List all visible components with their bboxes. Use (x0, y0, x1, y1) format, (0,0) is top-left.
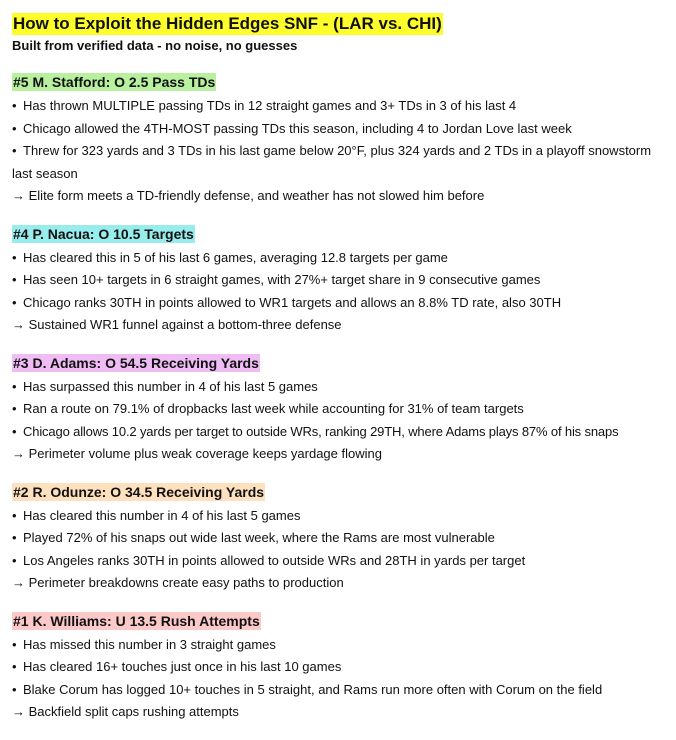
bullet-list (12, 376, 652, 466)
bullet-list (12, 505, 652, 595)
bullet-icon: • (12, 249, 17, 265)
bullet-text: Has thrown MULTIPLE passing TDs in 12 straight games and 3+ TDs in 3 of his last 4 (23, 98, 517, 113)
bullet-icon: • (12, 272, 17, 287)
bullet-text: Ran a route on 79.1% of dropbacks last week while accounting for 31% of team targets (23, 401, 524, 416)
section-adams (12, 354, 676, 466)
bullet-text: Blake Corum has logged 10+ touches in 5 straight, and Rams run more often with Corum on the field (23, 681, 603, 697)
bullet-icon: • (12, 659, 17, 674)
bullet-text: Chicago allowed the 4TH-MOST passing TDs this season, including 4 to Jordan Love last week (23, 120, 572, 136)
bullet-text: Has seen 10+ targets in 6 straight games, with 27%+ target share in 9 consecutive games (23, 272, 541, 287)
conclusion (12, 572, 652, 595)
bullet-text: Has cleared 16+ touches just once in his last 10 games (23, 659, 342, 674)
arrow-right-icon: → (12, 188, 25, 203)
arrow-right-icon: → (12, 446, 25, 461)
bullet-item (12, 118, 652, 141)
bullet-item (12, 292, 652, 315)
bullet-list (12, 95, 652, 208)
section-odunze (12, 483, 676, 595)
bullet-text: Has cleared this in 5 of his last 6 games, averaging 12.8 targets per game (23, 249, 448, 265)
section-stafford (12, 73, 676, 208)
section-heading: #3 D. Adams: O 54.5 Receiving Yards (13, 354, 259, 371)
bullet-item (12, 656, 652, 679)
bullet-list (12, 247, 652, 337)
bullet-item (12, 421, 652, 444)
document-title: How to Exploit the Hidden Edges SNF - (LAR vs. CHI) (13, 14, 442, 33)
section-heading: #2 R. Odunze: O 34.5 Receiving Yards (13, 483, 265, 500)
bullet-item (12, 398, 652, 421)
bullet-text: Has cleared this number in 4 of his last 5 games (23, 507, 301, 523)
bullet-item (12, 376, 652, 399)
bullet-item (12, 95, 652, 118)
bullet-icon: • (12, 530, 17, 545)
bullet-icon: • (12, 120, 17, 136)
bullet-icon: • (12, 507, 17, 523)
bullet-item (12, 140, 652, 185)
arrow-right-icon: → (12, 704, 25, 719)
bullet-text: Chicago allows 10.2 yards per target to outside WRs, ranking 29TH, where Adams plays 87% of his snaps (23, 423, 619, 439)
bullet-icon: • (12, 294, 17, 310)
bullet-icon: • (12, 98, 17, 113)
section-heading: #1 K. Williams: U 13.5 Rush Attempts (13, 612, 260, 629)
bullet-icon: • (12, 401, 17, 416)
document-subtitle: Built from verified data - no noise, no guesses (12, 38, 298, 53)
bullet-icon: • (12, 636, 17, 652)
section-heading: #4 P. Nacua: O 10.5 Targets (13, 225, 194, 242)
section-williams (12, 612, 676, 724)
conclusion-text: Perimeter volume plus weak coverage keeps yardage flowing (28, 446, 382, 461)
bullet-text: Threw for 323 yards and 3 TDs in his last game below 20°F, plus 324 yards and 2 TDs in a playoff snowstorm last season (12, 143, 652, 181)
conclusion (12, 185, 652, 208)
conclusion-text: Sustained WR1 funnel against a bottom-three defense (28, 317, 342, 332)
bullet-item (12, 505, 652, 528)
bullet-icon: • (12, 552, 17, 568)
bullet-icon: • (12, 143, 17, 158)
bullet-text: Played 72% of his snaps out wide last week, where the Rams are most vulnerable (23, 530, 495, 545)
arrow-right-icon: → (12, 317, 25, 332)
conclusion (12, 314, 652, 337)
bullet-text: Has missed this number in 3 straight games (23, 636, 276, 652)
conclusion-text: Elite form meets a TD-friendly defense, and weather has not slowed him before (28, 188, 485, 203)
conclusion-text: Backfield split caps rushing attempts (28, 704, 239, 719)
bullet-icon: • (12, 681, 17, 697)
bullet-item (12, 527, 652, 550)
bullet-item (12, 679, 652, 702)
bullet-item (12, 247, 652, 270)
conclusion (12, 443, 652, 466)
bullet-item (12, 550, 652, 573)
bullet-list (12, 634, 652, 724)
section-heading: #5 M. Stafford: O 2.5 Pass TDs (13, 74, 216, 90)
bullet-icon: • (12, 378, 17, 394)
section-nacua (12, 225, 676, 337)
bullet-icon: • (12, 423, 17, 439)
bullet-text: Has surpassed this number in 4 of his last 5 games (23, 378, 318, 394)
conclusion (12, 701, 652, 724)
bullet-text: Chicago ranks 30TH in points allowed to WR1 targets and allows an 8.8% TD rate, also 30TH (23, 294, 562, 310)
bullet-item (12, 634, 652, 657)
arrow-right-icon: → (12, 575, 25, 590)
conclusion-text: Perimeter breakdowns create easy paths to production (28, 575, 344, 590)
bullet-item (12, 269, 652, 292)
bullet-text: Los Angeles ranks 30TH in points allowed to outside WRs and 28TH in yards per target (23, 552, 526, 568)
